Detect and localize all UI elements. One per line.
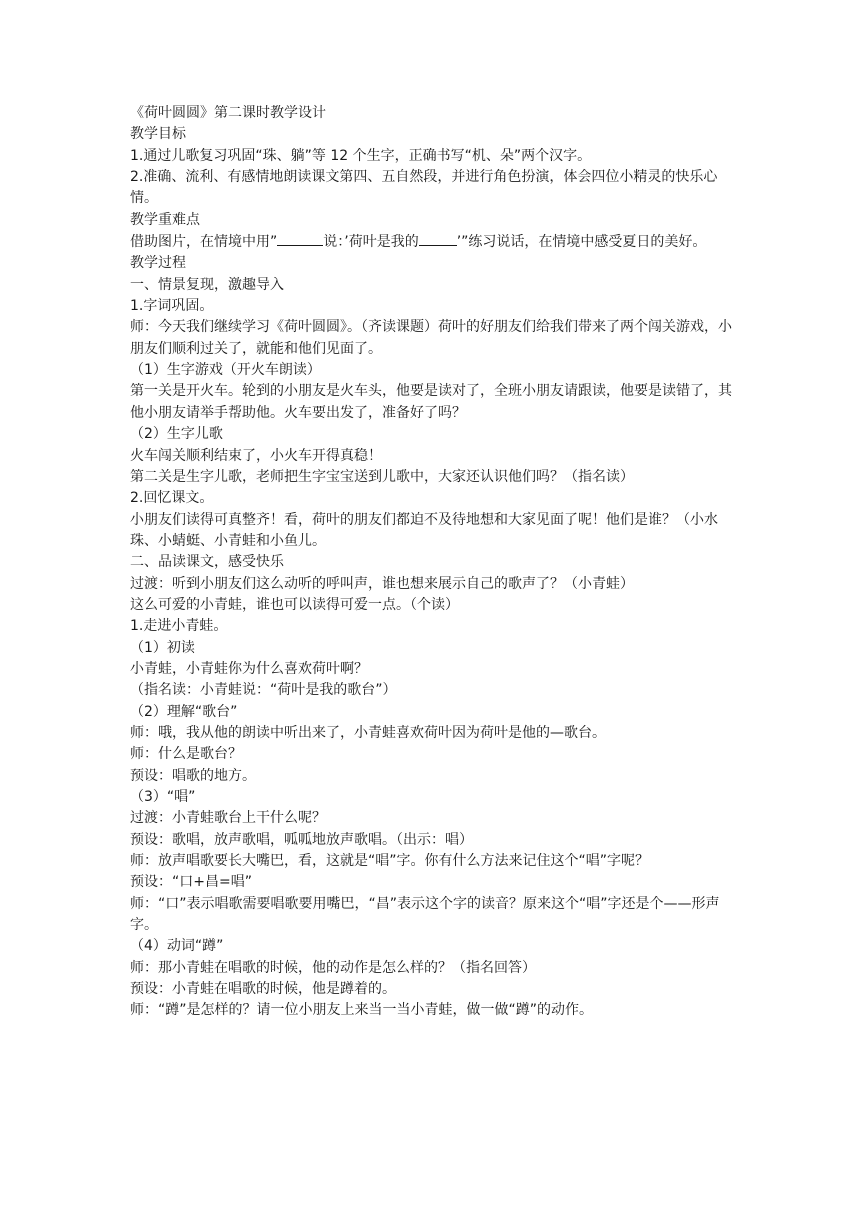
paragraph: （1）生字游戏（开火车朗读） xyxy=(130,362,321,379)
paragraph: 1.走进小青蛙。 xyxy=(130,618,228,635)
paragraph: 师：那小青蛙在唱歌的时候，他的动作是怎么样的？（指名回答） xyxy=(130,959,536,976)
paragraph: 师：放声唱歌要长大嘴巴，看，这就是“唱”字。你有什么方法来记住这个“唱”字呢？ xyxy=(130,853,650,870)
paragraph: 过渡：小青蛙歌台上干什么呢？ xyxy=(130,810,326,827)
key-points-pre: 借助图片，在情境中用” xyxy=(130,234,278,251)
paragraph: （2）生字儿歌 xyxy=(130,426,223,443)
key-points-heading: 教学重难点 xyxy=(130,211,200,228)
paragraph: 二、品读课文，感受快乐 xyxy=(130,554,284,571)
paragraph: 2.回忆课文。 xyxy=(130,490,214,507)
paragraph: 预设：唱歌的地方。 xyxy=(130,767,256,784)
paragraph: 师：“蹲”是怎样的？请一位小朋友上来当一当小青蛙，做一做“蹲”的动作。 xyxy=(130,1002,594,1019)
paragraph: （1）初读 xyxy=(130,639,195,656)
paragraph: 第一关是开火车。轮到的小朋友是火车头，他要是读对了，全班小朋友请跟读，他要是读错了，其他小朋友请举手帮助他。火车要出发了，准备好了吗？ xyxy=(130,383,732,421)
process-content xyxy=(130,275,735,1022)
key-points-mid: 说：’荷叶是我的 xyxy=(323,234,419,251)
paragraph: 过渡：听到小朋友们这么动听的呼叫声，谁也想来展示自己的歌声了？（小青蛙） xyxy=(130,575,634,592)
paragraph: 预设：歌唱，放声歌唱，呱呱地放声歌唱。（出示：唱） xyxy=(130,831,473,848)
fill-blank-1 xyxy=(277,231,323,246)
paragraph: 预设：小青蛙在唱歌的时候，他是蹲着的。 xyxy=(130,981,396,998)
paragraph: 预设：“口+昌=唱” xyxy=(130,874,252,891)
paragraph: 小青蛙，小青蛙你为什么喜欢荷叶啊？ xyxy=(130,660,368,677)
paragraph: （指名读：小青蛙说：“荷叶是我的歌台”） xyxy=(130,682,397,699)
document-body xyxy=(130,103,735,1022)
process-heading: 教学过程 xyxy=(130,255,186,272)
key-points-text xyxy=(130,231,735,253)
paragraph: （2）理解“歌台” xyxy=(130,703,238,720)
fill-blank-2 xyxy=(419,231,457,246)
paragraph: 师：什么是歌台？ xyxy=(130,746,242,763)
document-title: 《荷叶圆圆》第二课时教学设计 xyxy=(130,105,326,121)
objective-1: 1.通过儿歌复习巩固“珠、躺”等 12 个生字，正确书写“机、朵”两个汉字。 xyxy=(130,147,592,164)
paragraph: （3）“唱” xyxy=(130,789,196,805)
paragraph: （4）动词“蹲” xyxy=(130,938,224,955)
objective-2: 2.准确、流利、有感情地朗读课文第四、五自然段，并进行角色扮演，体会四位小精灵的快乐心情。 xyxy=(130,169,718,207)
paragraph: 一、情景复现，激趣导入 xyxy=(130,276,284,293)
paragraph: 1.字词巩固。 xyxy=(130,298,214,315)
paragraph: 师：哦，我从他的朗读中听出来了，小青蛙喜欢荷叶因为荷叶是他的—歌台。 xyxy=(130,724,606,741)
objectives-heading: 教学目标 xyxy=(130,126,186,143)
paragraph: 小朋友们读得可真整齐！看，荷叶的朋友们都迫不及待地想和大家见面了呢！他们是谁？（小水珠、小蜻蜓、小青蛙和小鱼儿。 xyxy=(130,511,718,549)
key-points-post: ’”练习说话，在情境中感受夏日的美好。 xyxy=(456,234,707,251)
paragraph: 师：今天我们继续学习《荷叶圆圆》。（齐读课题）荷叶的好朋友们给我们带来了两个闯关游戏，小朋友们顺利过关了，就能和他们见面了。 xyxy=(130,319,732,357)
paragraph: 师：“口”表示唱歌需要唱歌要用嘴巴，“昌”表示这个字的读音？原来这个“唱”字还是个——形声字。 xyxy=(130,895,720,934)
paragraph: 第二关是生字儿歌，老师把生字宝宝送到儿歌中，大家还认识他们吗？（指名读） xyxy=(130,468,634,485)
paragraph: 这么可爱的小青蛙，谁也可以读得可爱一点。（个读） xyxy=(130,596,459,613)
paragraph: 火车闯关顺利结束了，小火车开得真稳！ xyxy=(130,447,382,464)
